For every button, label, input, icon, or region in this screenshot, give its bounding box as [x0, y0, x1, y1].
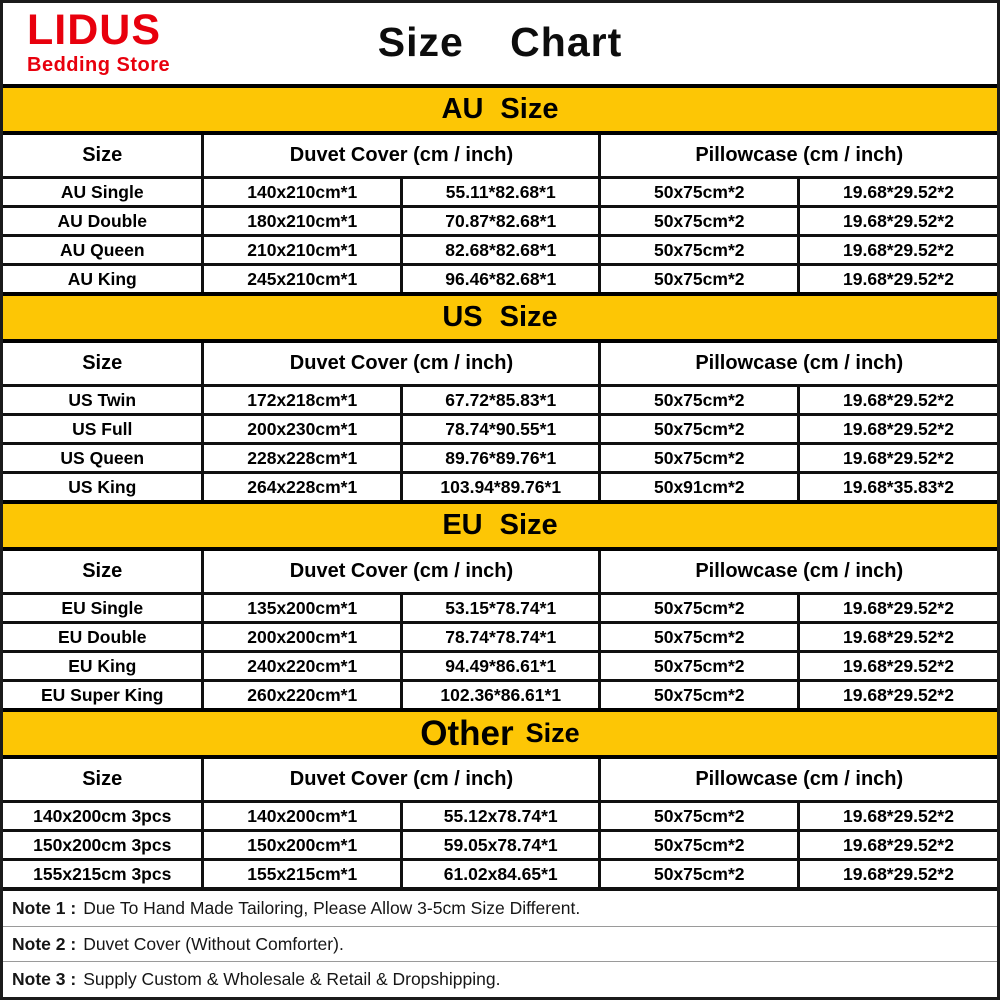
table-row: [3, 415, 997, 444]
banner-title-main: EU: [442, 509, 483, 541]
pillow-inch-cell: 19.68*29.52*2: [798, 386, 997, 415]
column-header-duvet: Duvet Cover (cm / inch): [203, 343, 600, 386]
pillow-inch-cell: 19.68*29.52*2: [798, 207, 997, 236]
table-row: [3, 681, 997, 709]
size-name-cell: AU Single: [3, 178, 203, 207]
pillow-inch-cell: 19.68*29.52*2: [798, 178, 997, 207]
size-name-cell: AU King: [3, 265, 203, 293]
pillow-inch-cell: 19.68*29.52*2: [798, 623, 997, 652]
size-name-cell: EU Super King: [3, 681, 203, 709]
size-name-cell: 155x215cm 3pcs: [3, 860, 203, 888]
table-header-row: [3, 135, 997, 178]
pillow-inch-cell: 19.68*29.52*2: [798, 652, 997, 681]
duvet-inch-cell: 61.02x84.65*1: [401, 860, 600, 888]
duvet-cm-cell: 140x210cm*1: [203, 178, 402, 207]
duvet-cm-cell: 245x210cm*1: [203, 265, 402, 293]
note-text: Due To Hand Made Tailoring, Please Allow 3-5cm Size Different.: [83, 897, 581, 918]
duvet-inch-cell: 89.76*89.76*1: [401, 444, 600, 473]
page-title: Size Chart: [377, 19, 623, 65]
banner-title-sub: Size: [500, 93, 559, 125]
note-label: Note 3 :: [12, 969, 77, 990]
duvet-inch-cell: 59.05x78.74*1: [401, 831, 600, 860]
duvet-inch-cell: 55.11*82.68*1: [401, 178, 600, 207]
pillow-cm-cell: 50x75cm*2: [600, 178, 799, 207]
size-name-cell: EU King: [3, 652, 203, 681]
size-table-other: [3, 759, 997, 887]
banner-title-sub: Size: [525, 718, 580, 748]
duvet-inch-cell: 103.94*89.76*1: [401, 473, 600, 501]
size-name-cell: US King: [3, 473, 203, 501]
column-header-duvet: Duvet Cover (cm / inch): [203, 551, 600, 594]
duvet-cm-cell: 135x200cm*1: [203, 594, 402, 623]
table-row: [3, 860, 997, 888]
duvet-cm-cell: 155x215cm*1: [203, 860, 402, 888]
size-name-cell: EU Single: [3, 594, 203, 623]
duvet-inch-cell: 78.74*78.74*1: [401, 623, 600, 652]
section-banner-other: [3, 708, 997, 759]
size-table-eu: [3, 551, 997, 708]
column-header-size: Size: [3, 759, 203, 802]
duvet-cm-cell: 172x218cm*1: [203, 386, 402, 415]
column-header-size: Size: [3, 343, 203, 386]
pillow-cm-cell: 50x75cm*2: [600, 831, 799, 860]
note-row: [3, 927, 997, 963]
pillow-inch-cell: 19.68*29.52*2: [798, 415, 997, 444]
duvet-inch-cell: 70.87*82.68*1: [401, 207, 600, 236]
pillow-inch-cell: 19.68*35.83*2: [798, 473, 997, 501]
pillow-inch-cell: 19.68*29.52*2: [798, 265, 997, 293]
duvet-cm-cell: 200x200cm*1: [203, 623, 402, 652]
duvet-cm-cell: 180x210cm*1: [203, 207, 402, 236]
column-header-pillow: Pillowcase (cm / inch): [600, 343, 997, 386]
pillow-cm-cell: 50x75cm*2: [600, 802, 799, 831]
banner-title-sub: Size: [499, 509, 558, 541]
pillow-inch-cell: 19.68*29.52*2: [798, 860, 997, 888]
pillow-cm-cell: 50x75cm*2: [600, 236, 799, 265]
table-header-row: [3, 759, 997, 802]
brand-tagline: Bedding Store: [27, 54, 171, 76]
column-header-size: Size: [3, 135, 203, 178]
pillow-inch-cell: 19.68*29.52*2: [798, 831, 997, 860]
pillow-cm-cell: 50x75cm*2: [600, 623, 799, 652]
table-header-row: [3, 343, 997, 386]
size-name-cell: US Full: [3, 415, 203, 444]
duvet-inch-cell: 96.46*82.68*1: [401, 265, 600, 293]
section-banner-eu: [3, 500, 997, 551]
duvet-cm-cell: 228x228cm*1: [203, 444, 402, 473]
size-name-cell: 140x200cm 3pcs: [3, 802, 203, 831]
duvet-cm-cell: 140x200cm*1: [203, 802, 402, 831]
duvet-inch-cell: 53.15*78.74*1: [401, 594, 600, 623]
duvet-inch-cell: 102.36*86.61*1: [401, 681, 600, 709]
section-banner-au: [3, 84, 997, 135]
duvet-inch-cell: 78.74*90.55*1: [401, 415, 600, 444]
column-header-pillow: Pillowcase (cm / inch): [600, 551, 997, 594]
table-row: [3, 473, 997, 501]
note-row: [3, 962, 997, 997]
pillow-cm-cell: 50x75cm*2: [600, 207, 799, 236]
size-name-cell: EU Double: [3, 623, 203, 652]
duvet-cm-cell: 264x228cm*1: [203, 473, 402, 501]
table-row: [3, 178, 997, 207]
pillow-inch-cell: 19.68*29.52*2: [798, 594, 997, 623]
table-row: [3, 623, 997, 652]
note-row: [3, 891, 997, 927]
duvet-cm-cell: 210x210cm*1: [203, 236, 402, 265]
banner-title-main: Other: [420, 713, 514, 753]
duvet-cm-cell: 260x220cm*1: [203, 681, 402, 709]
size-name-cell: 150x200cm 3pcs: [3, 831, 203, 860]
pillow-cm-cell: 50x75cm*2: [600, 594, 799, 623]
table-row: [3, 594, 997, 623]
section-banner-us: [3, 292, 997, 343]
brand-name: LIDUS: [27, 6, 161, 54]
pillow-cm-cell: 50x75cm*2: [600, 444, 799, 473]
table-row: [3, 265, 997, 293]
pillow-cm-cell: 50x75cm*2: [600, 860, 799, 888]
duvet-inch-cell: 67.72*85.83*1: [401, 386, 600, 415]
pillow-inch-cell: 19.68*29.52*2: [798, 802, 997, 831]
column-header-duvet: Duvet Cover (cm / inch): [203, 135, 600, 178]
note-label: Note 2 :: [12, 933, 77, 954]
pillow-inch-cell: 19.68*29.52*2: [798, 444, 997, 473]
table-row: [3, 444, 997, 473]
pillow-cm-cell: 50x91cm*2: [600, 473, 799, 501]
banner-title-main: AU: [441, 93, 484, 125]
duvet-inch-cell: 55.12x78.74*1: [401, 802, 600, 831]
table-row: [3, 802, 997, 831]
notes-section: [3, 887, 997, 997]
pillow-inch-cell: 19.68*29.52*2: [798, 681, 997, 709]
size-name-cell: AU Queen: [3, 236, 203, 265]
duvet-cm-cell: 240x220cm*1: [203, 652, 402, 681]
column-header-pillow: Pillowcase (cm / inch): [600, 759, 997, 802]
pillow-inch-cell: 19.68*29.52*2: [798, 236, 997, 265]
note-text: Supply Custom & Wholesale & Retail & Dropshipping.: [83, 969, 501, 990]
size-name-cell: AU Double: [3, 207, 203, 236]
table-row: [3, 236, 997, 265]
duvet-inch-cell: 82.68*82.68*1: [401, 236, 600, 265]
page-header: [3, 3, 997, 84]
column-header-pillow: Pillowcase (cm / inch): [600, 135, 997, 178]
size-table-au: [3, 135, 997, 292]
table-row: [3, 386, 997, 415]
column-header-duvet: Duvet Cover (cm / inch): [203, 759, 600, 802]
table-header-row: [3, 551, 997, 594]
size-name-cell: US Queen: [3, 444, 203, 473]
table-row: [3, 831, 997, 860]
note-label: Note 1 :: [12, 897, 77, 918]
duvet-inch-cell: 94.49*86.61*1: [401, 652, 600, 681]
pillow-cm-cell: 50x75cm*2: [600, 386, 799, 415]
banner-title-sub: Size: [499, 301, 558, 333]
size-name-cell: US Twin: [3, 386, 203, 415]
table-row: [3, 207, 997, 236]
pillow-cm-cell: 50x75cm*2: [600, 652, 799, 681]
banner-title-main: US: [442, 301, 483, 333]
column-header-size: Size: [3, 551, 203, 594]
note-text: Duvet Cover (Without Comforter).: [83, 933, 344, 954]
duvet-cm-cell: 150x200cm*1: [203, 831, 402, 860]
pillow-cm-cell: 50x75cm*2: [600, 415, 799, 444]
duvet-cm-cell: 200x230cm*1: [203, 415, 402, 444]
pillow-cm-cell: 50x75cm*2: [600, 681, 799, 709]
size-table-us: [3, 343, 997, 500]
pillow-cm-cell: 50x75cm*2: [600, 265, 799, 293]
table-row: [3, 652, 997, 681]
